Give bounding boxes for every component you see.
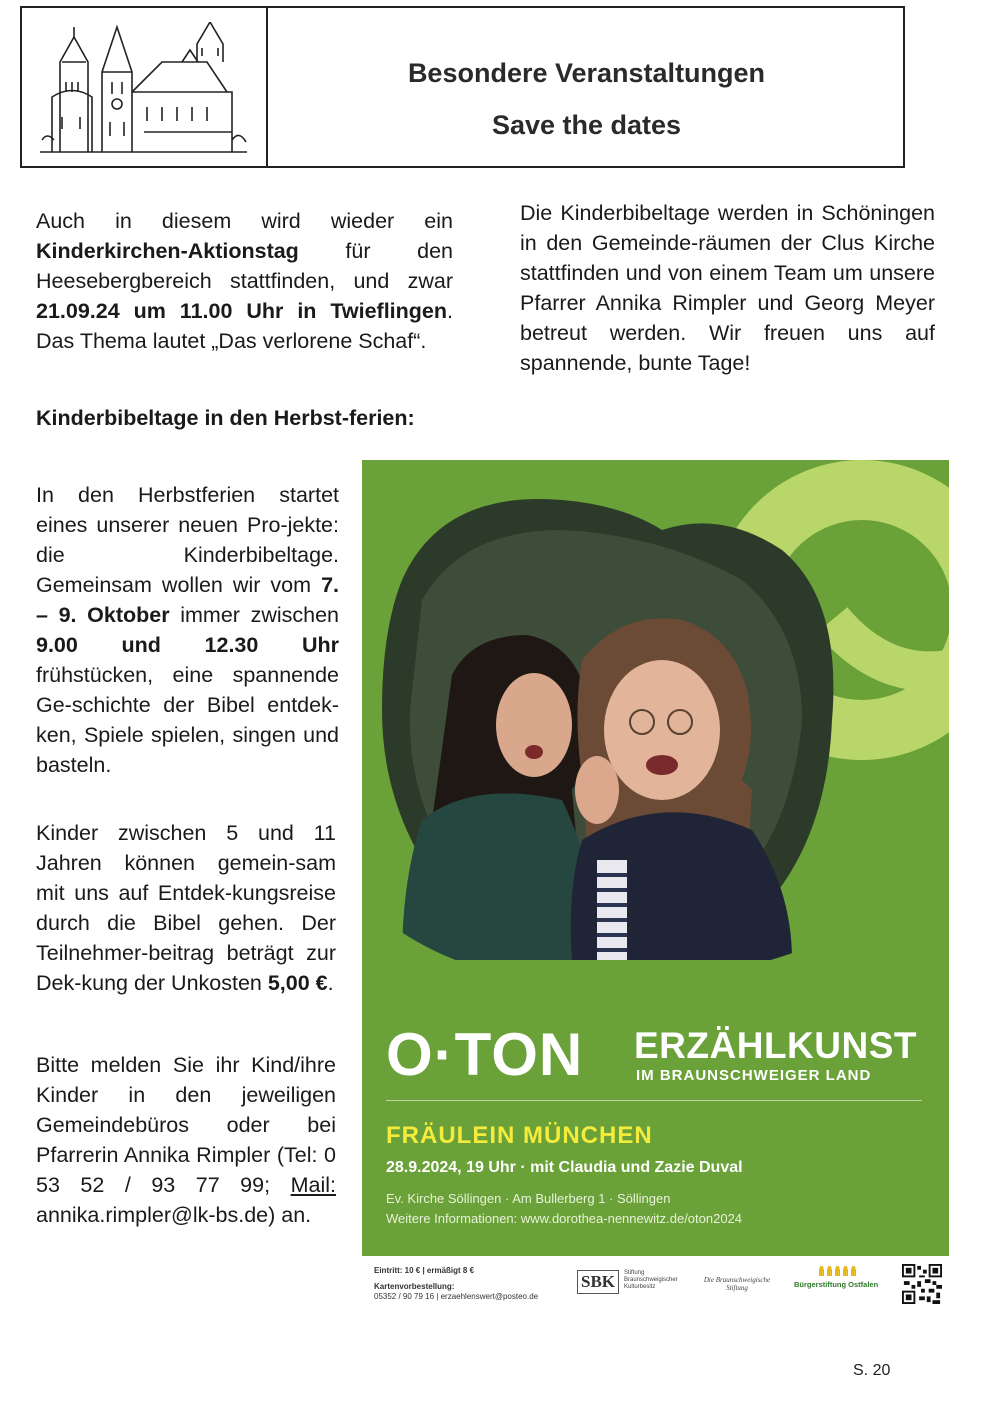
text: In den Herbstferien startet eines unserer neuen Pro-jekte: die Kinderbibeltage. Gemeinsam wollen wir vom bbox=[36, 483, 339, 597]
text-bold: 21.09.24 um 11.00 Uhr in Twieflingen bbox=[36, 299, 448, 323]
text: für den Heesebergbereich stattfinden, und zwar bbox=[36, 239, 453, 293]
poster-subline: IM BRAUNSCHWEIGER LAND bbox=[636, 1067, 872, 1084]
church-illustration bbox=[22, 8, 268, 166]
text-bold: 7. – 9. Oktober bbox=[36, 573, 339, 627]
poster-divider bbox=[386, 1100, 922, 1101]
paragraph-anmeldung bbox=[36, 1050, 336, 1230]
poster-headline: ERZÄHLKUNST bbox=[634, 1025, 917, 1066]
header-box bbox=[20, 6, 905, 168]
text: Auch in diesem wird wieder ein bbox=[36, 209, 453, 233]
sbk-logo-text: Stiftung Braunschweigischer Kulturbesitz bbox=[624, 1270, 678, 1290]
text: Eintritt: 10 € | ermäßigt 8 € bbox=[374, 1266, 475, 1275]
poster-event-title: FRÄULEIN MÜNCHEN bbox=[386, 1122, 653, 1149]
qr-code-icon[interactable] bbox=[902, 1264, 942, 1304]
text: . Das Thema lautet „Das verlorene Schaf“. bbox=[36, 299, 453, 353]
page-number: S. 20 bbox=[853, 1362, 891, 1379]
poster-info-link[interactable]: Weitere Informationen: www.dorothea-nennewitz.de/oton2024 bbox=[386, 1211, 743, 1226]
buergerstiftung-logo: Bürgerstiftung Ostfalen bbox=[794, 1280, 879, 1289]
ticket-info bbox=[374, 1282, 538, 1302]
poster-venue: Ev. Kirche Söllingen · Am Bullerberg 1 · Söllingen bbox=[386, 1191, 671, 1206]
text: 05352 / 90 79 16 | erzaehlenswert@posteo.de bbox=[374, 1292, 539, 1301]
email-text[interactable]: annika.rimpler@lk-bs.de) an. bbox=[36, 1203, 312, 1227]
text-bold: 5,00 € bbox=[267, 971, 328, 995]
mail-label: Mail: bbox=[290, 1173, 336, 1197]
text: Bitte melden Sie ihr Kind/ihre Kinder in den jeweiligen Gemeindebüros oder bei Pfarrerin Annika Rimpler (Tel: 0 53 52 / 93 77 99; bbox=[36, 1053, 336, 1197]
sbk-logo: SBK bbox=[577, 1270, 619, 1294]
entry-price bbox=[374, 1266, 474, 1276]
header-title: Besondere Veranstaltungen bbox=[407, 58, 766, 88]
buergerstiftung-logo-icon bbox=[817, 1266, 865, 1276]
text: frühstücken, eine spannende Ge-schichte der Bibel entdek-ken, Spiele spielen, singen und basteln. bbox=[36, 663, 339, 777]
poster-brand: O·TON bbox=[386, 1021, 584, 1088]
paragraph-schoeningen: Die Kinderbibeltage werden in Schöningen in den Gemeinde-räumen der Clus Kirche stattfinden und von einem Team um unsere Pfarrer Annika Rimpler und Georg Meyer betreut werden. Wir freuen uns auf spannende, bunte Tage! bbox=[520, 201, 935, 375]
paragraph-teilnahme bbox=[36, 818, 336, 998]
text: immer zwischen bbox=[169, 603, 339, 627]
text: Kinder zwischen 5 und 11 Jahren können gemein-sam mit uns auf Entdek-kungsreise durch die Bibel gehen. Der Teilnehmer-beitrag beträgt zur Dek-kung der Unkosten bbox=[36, 821, 336, 995]
text: . bbox=[327, 971, 334, 995]
subheading-kinderbibeltage: Kinderbibeltage in den Herbst-ferien: bbox=[36, 406, 415, 430]
header-subtitle: Save the dates bbox=[491, 110, 682, 140]
braunschweigische-stiftung-logo: Die Braunschweigische Stiftung bbox=[703, 1276, 771, 1292]
paragraph-aktionstag bbox=[36, 206, 453, 356]
oton-poster bbox=[362, 460, 949, 1256]
poster-footer bbox=[362, 1256, 949, 1318]
church-drawing-icon bbox=[32, 22, 254, 154]
text-bold: 9.00 und 12.30 Uhr bbox=[36, 633, 339, 657]
poster-event-date: 28.9.2024, 19 Uhr · mit Claudia und Zazie Duval bbox=[386, 1159, 743, 1176]
text-bold: Kinderkirchen-Aktionstag bbox=[36, 239, 299, 263]
text: Kartenvorbestellung: bbox=[374, 1282, 455, 1291]
paragraph-herbstferien bbox=[36, 480, 339, 780]
